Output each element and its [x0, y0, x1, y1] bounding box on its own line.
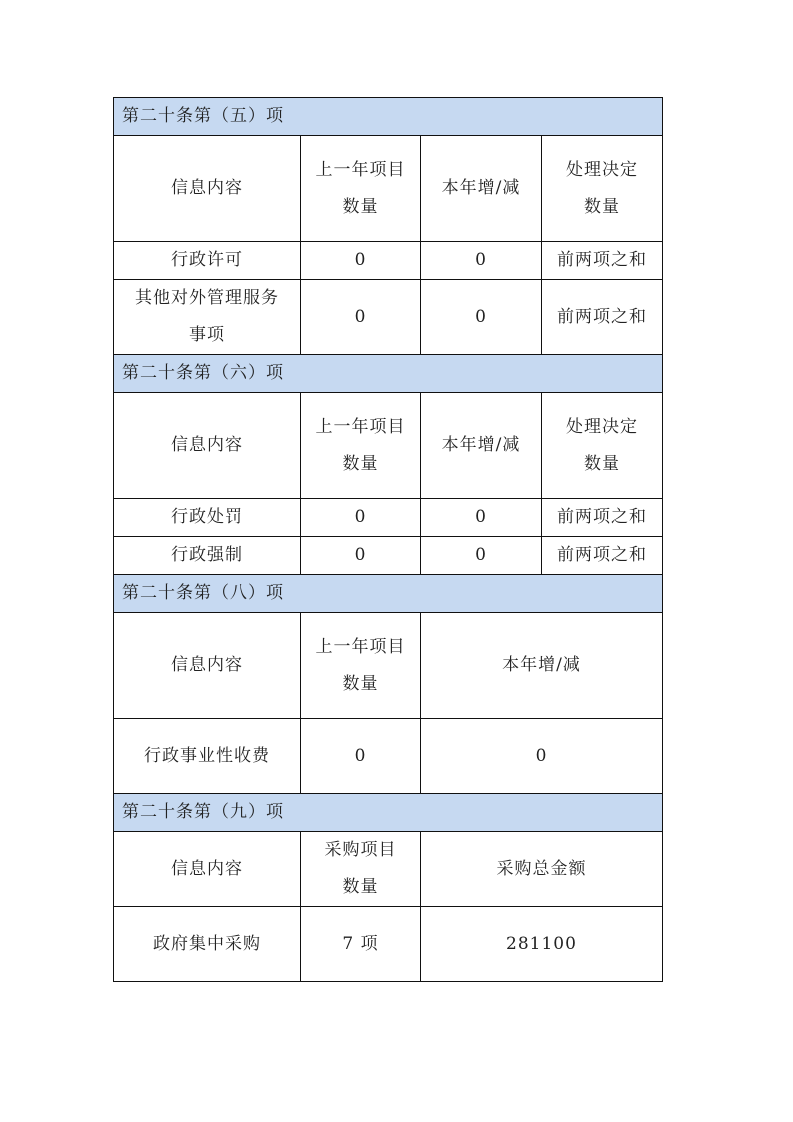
header-cell: 处理决定 数量: [542, 136, 663, 242]
row-name: 行政事业性收费: [114, 719, 301, 794]
row-name: 行政强制: [114, 537, 301, 575]
row-decision: 前两项之和: [542, 537, 663, 575]
row-change: 0: [421, 242, 542, 280]
header-cell: 采购总金额: [421, 832, 663, 907]
header-cell: 采购项目 数量: [301, 832, 421, 907]
header-row: [114, 136, 663, 242]
info-disclosure-table: [113, 97, 663, 982]
row-decision: 前两项之和: [542, 499, 663, 537]
row-prev-count: 7 项: [301, 907, 421, 982]
section-title: 第二十条第（九）项: [114, 794, 663, 832]
row-prev-count: 0: [301, 280, 421, 355]
header-cell: 本年增/减: [421, 613, 663, 719]
header-cell: 上一年项目 数量: [301, 136, 421, 242]
row-prev-count: 0: [301, 719, 421, 794]
header-cell: 上一年项目 数量: [301, 393, 421, 499]
header-row: [114, 613, 663, 719]
header-cell: 信息内容: [114, 832, 301, 907]
header-cell: 信息内容: [114, 613, 301, 719]
table-row: [114, 242, 663, 280]
header-cell: 信息内容: [114, 136, 301, 242]
row-change: 0: [421, 280, 542, 355]
row-decision: 前两项之和: [542, 280, 663, 355]
header-row: [114, 832, 663, 907]
section-title-row: [114, 794, 663, 832]
row-change: 281100: [421, 907, 663, 982]
row-decision: 前两项之和: [542, 242, 663, 280]
header-row: [114, 393, 663, 499]
section-title-row: [114, 355, 663, 393]
table-row: [114, 719, 663, 794]
row-name: 政府集中采购: [114, 907, 301, 982]
row-change: 0: [421, 719, 663, 794]
row-prev-count: 0: [301, 537, 421, 575]
section-title: 第二十条第（六）项: [114, 355, 663, 393]
row-name: 行政许可: [114, 242, 301, 280]
table-row: [114, 280, 663, 355]
header-cell: 处理决定 数量: [542, 393, 663, 499]
row-prev-count: 0: [301, 242, 421, 280]
row-name: 行政处罚: [114, 499, 301, 537]
row-change: 0: [421, 537, 542, 575]
section-title: 第二十条第（五）项: [114, 98, 663, 136]
header-cell: 上一年项目 数量: [301, 613, 421, 719]
header-cell: 本年增/减: [421, 393, 542, 499]
table-row: [114, 907, 663, 982]
row-change: 0: [421, 499, 542, 537]
section-title-row: [114, 98, 663, 136]
section-title: 第二十条第（八）项: [114, 575, 663, 613]
row-prev-count: 0: [301, 499, 421, 537]
header-cell: 信息内容: [114, 393, 301, 499]
section-title-row: [114, 575, 663, 613]
header-cell: 本年增/减: [421, 136, 542, 242]
row-name: 其他对外管理服务 事项: [114, 280, 301, 355]
table-row: [114, 499, 663, 537]
table-row: [114, 537, 663, 575]
